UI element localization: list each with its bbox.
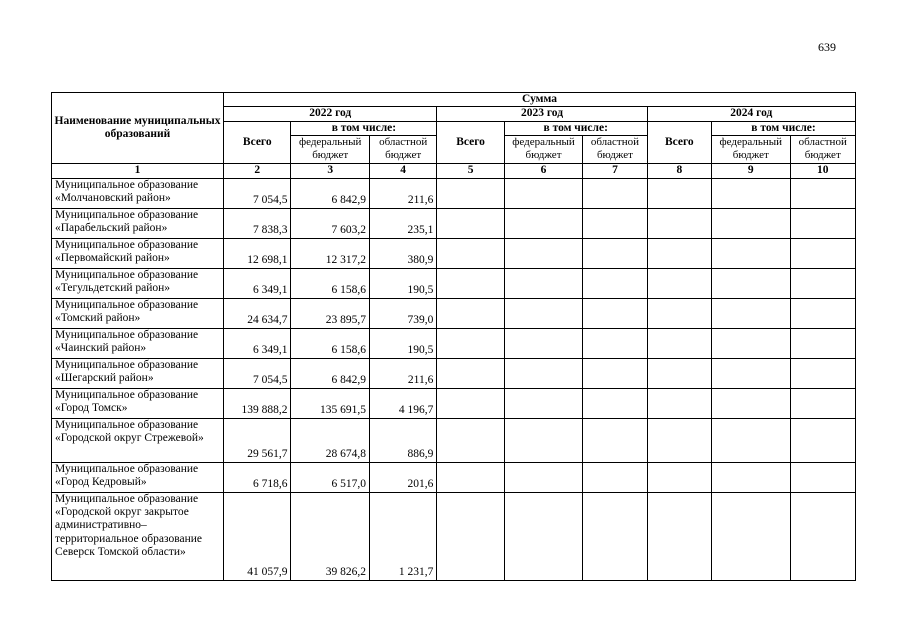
total-2023-cell xyxy=(437,388,504,418)
total-2022-cell: 7 838,3 xyxy=(224,208,291,238)
federal-2022-cell: 6 158,6 xyxy=(291,268,369,298)
regional-2024-cell xyxy=(790,328,855,358)
header-regional-2022: областной бюджет xyxy=(369,136,436,164)
regional-2024-cell xyxy=(790,298,855,328)
regional-2024-cell xyxy=(790,208,855,238)
regional-2023-cell xyxy=(583,238,647,268)
column-number: 7 xyxy=(583,164,647,178)
table-row xyxy=(52,238,856,268)
federal-2022-cell: 6 517,0 xyxy=(291,462,369,492)
federal-2023-cell xyxy=(504,268,582,298)
federal-2022-cell: 23 895,7 xyxy=(291,298,369,328)
total-2022-cell: 7 054,5 xyxy=(224,178,291,208)
header-total-2024: Всего xyxy=(647,121,711,163)
total-2022-cell: 24 634,7 xyxy=(224,298,291,328)
federal-2022-cell: 39 826,2 xyxy=(291,492,369,580)
header-including-2024: в том числе: xyxy=(712,121,856,135)
header-federal-2024: федеральный бюджет xyxy=(712,136,790,164)
municipality-name: Муниципальное образование «Городской округ Стрежевой» xyxy=(52,418,224,462)
column-number: 4 xyxy=(369,164,436,178)
regional-2023-cell xyxy=(583,358,647,388)
table-row xyxy=(52,358,856,388)
total-2023-cell xyxy=(437,178,504,208)
header-year-2022: 2022 год xyxy=(224,107,437,121)
regional-2024-cell xyxy=(790,418,855,462)
budget-table xyxy=(51,92,856,581)
total-2023-cell xyxy=(437,358,504,388)
federal-2024-cell xyxy=(712,462,790,492)
header-name-column: Наименование муниципальных образований xyxy=(52,93,224,164)
federal-2024-cell xyxy=(712,388,790,418)
federal-2022-cell: 7 603,2 xyxy=(291,208,369,238)
page-number: 639 xyxy=(818,40,836,54)
table-row xyxy=(52,462,856,492)
regional-2023-cell xyxy=(583,328,647,358)
regional-2023-cell xyxy=(583,208,647,238)
total-2024-cell xyxy=(647,492,711,580)
municipality-name: Муниципальное образование «Город Томск» xyxy=(52,388,224,418)
regional-2022-cell: 380,9 xyxy=(369,238,436,268)
regional-2023-cell xyxy=(583,268,647,298)
header-regional-2023: областной бюджет xyxy=(583,136,647,164)
federal-2024-cell xyxy=(712,268,790,298)
total-2022-cell: 12 698,1 xyxy=(224,238,291,268)
regional-2024-cell xyxy=(790,462,855,492)
regional-2023-cell xyxy=(583,388,647,418)
regional-2024-cell xyxy=(790,492,855,580)
total-2023-cell xyxy=(437,208,504,238)
municipality-name: Муниципальное образование «Тегульдетский район» xyxy=(52,268,224,298)
header-year-2023: 2023 год xyxy=(437,107,647,121)
regional-2023-cell xyxy=(583,492,647,580)
regional-2022-cell: 190,5 xyxy=(369,328,436,358)
column-number-row xyxy=(52,164,856,178)
column-number: 5 xyxy=(437,164,504,178)
regional-2023-cell xyxy=(583,418,647,462)
municipality-name: Муниципальное образование «Шегарский район» xyxy=(52,358,224,388)
column-number: 8 xyxy=(647,164,711,178)
federal-2023-cell xyxy=(504,328,582,358)
total-2023-cell xyxy=(437,492,504,580)
total-2022-cell: 139 888,2 xyxy=(224,388,291,418)
header-total-2022: Всего xyxy=(224,121,291,163)
federal-2023-cell xyxy=(504,418,582,462)
total-2023-cell xyxy=(437,238,504,268)
regional-2022-cell: 235,1 xyxy=(369,208,436,238)
municipality-name: Муниципальное образование «Городской округ закрытое административно– территориальное образование Северск Томской области» xyxy=(52,492,224,580)
table-row xyxy=(52,208,856,238)
header-federal-2023: федеральный бюджет xyxy=(504,136,582,164)
municipality-name: Муниципальное образование «Первомайский район» xyxy=(52,238,224,268)
header-regional-2024: областной бюджет xyxy=(790,136,855,164)
federal-2023-cell xyxy=(504,358,582,388)
federal-2022-cell: 135 691,5 xyxy=(291,388,369,418)
total-2022-cell: 6 349,1 xyxy=(224,328,291,358)
column-number: 3 xyxy=(291,164,369,178)
regional-2024-cell xyxy=(790,178,855,208)
regional-2024-cell xyxy=(790,268,855,298)
total-2022-cell: 41 057,9 xyxy=(224,492,291,580)
table-row xyxy=(52,492,856,580)
federal-2024-cell xyxy=(712,178,790,208)
federal-2024-cell xyxy=(712,358,790,388)
regional-2022-cell: 886,9 xyxy=(369,418,436,462)
federal-2024-cell xyxy=(712,298,790,328)
federal-2023-cell xyxy=(504,298,582,328)
federal-2023-cell xyxy=(504,238,582,268)
column-number: 6 xyxy=(504,164,582,178)
total-2024-cell xyxy=(647,388,711,418)
municipality-name: Муниципальное образование «Томский район» xyxy=(52,298,224,328)
municipality-name: Муниципальное образование «Молчановский район» xyxy=(52,178,224,208)
table-row xyxy=(52,388,856,418)
total-2023-cell xyxy=(437,328,504,358)
federal-2023-cell xyxy=(504,208,582,238)
federal-2022-cell: 6 842,9 xyxy=(291,358,369,388)
header-year-2024: 2024 год xyxy=(647,107,855,121)
regional-2022-cell: 211,6 xyxy=(369,358,436,388)
municipality-name: Муниципальное образование «Парабельский район» xyxy=(52,208,224,238)
federal-2024-cell xyxy=(712,238,790,268)
federal-2022-cell: 28 674,8 xyxy=(291,418,369,462)
total-2023-cell xyxy=(437,462,504,492)
header-sum: Сумма xyxy=(224,93,856,107)
column-number: 1 xyxy=(52,164,224,178)
federal-2022-cell: 12 317,2 xyxy=(291,238,369,268)
regional-2022-cell: 201,6 xyxy=(369,462,436,492)
regional-2024-cell xyxy=(790,388,855,418)
column-number: 9 xyxy=(712,164,790,178)
total-2022-cell: 6 349,1 xyxy=(224,268,291,298)
total-2022-cell: 29 561,7 xyxy=(224,418,291,462)
federal-2024-cell xyxy=(712,328,790,358)
federal-2023-cell xyxy=(504,462,582,492)
total-2024-cell xyxy=(647,178,711,208)
total-2024-cell xyxy=(647,328,711,358)
total-2023-cell xyxy=(437,298,504,328)
total-2024-cell xyxy=(647,462,711,492)
regional-2024-cell xyxy=(790,358,855,388)
federal-2022-cell: 6 158,6 xyxy=(291,328,369,358)
regional-2023-cell xyxy=(583,298,647,328)
federal-2024-cell xyxy=(712,418,790,462)
column-number: 2 xyxy=(224,164,291,178)
regional-2022-cell: 4 196,7 xyxy=(369,388,436,418)
federal-2023-cell xyxy=(504,492,582,580)
header-federal-2022: федеральный бюджет xyxy=(291,136,369,164)
total-2022-cell: 7 054,5 xyxy=(224,358,291,388)
total-2023-cell xyxy=(437,268,504,298)
regional-2024-cell xyxy=(790,238,855,268)
header-total-2023: Всего xyxy=(437,121,504,163)
total-2024-cell xyxy=(647,238,711,268)
regional-2022-cell: 1 231,7 xyxy=(369,492,436,580)
regional-2023-cell xyxy=(583,462,647,492)
table-row xyxy=(52,268,856,298)
total-2024-cell xyxy=(647,208,711,238)
regional-2023-cell xyxy=(583,178,647,208)
municipality-name: Муниципальное образование «Чаинский район» xyxy=(52,328,224,358)
federal-2023-cell xyxy=(504,388,582,418)
total-2024-cell xyxy=(647,268,711,298)
total-2023-cell xyxy=(437,418,504,462)
table-row xyxy=(52,298,856,328)
federal-2023-cell xyxy=(504,178,582,208)
regional-2022-cell: 211,6 xyxy=(369,178,436,208)
header-including-2023: в том числе: xyxy=(504,121,647,135)
table-row xyxy=(52,328,856,358)
total-2024-cell xyxy=(647,418,711,462)
total-2024-cell xyxy=(647,298,711,328)
total-2022-cell: 6 718,6 xyxy=(224,462,291,492)
federal-2024-cell xyxy=(712,492,790,580)
total-2024-cell xyxy=(647,358,711,388)
header-including-2022: в том числе: xyxy=(291,121,437,135)
federal-2022-cell: 6 842,9 xyxy=(291,178,369,208)
column-number: 10 xyxy=(790,164,855,178)
regional-2022-cell: 190,5 xyxy=(369,268,436,298)
municipality-name: Муниципальное образование «Город Кедровый» xyxy=(52,462,224,492)
regional-2022-cell: 739,0 xyxy=(369,298,436,328)
table-row xyxy=(52,418,856,462)
federal-2024-cell xyxy=(712,208,790,238)
table-row xyxy=(52,178,856,208)
